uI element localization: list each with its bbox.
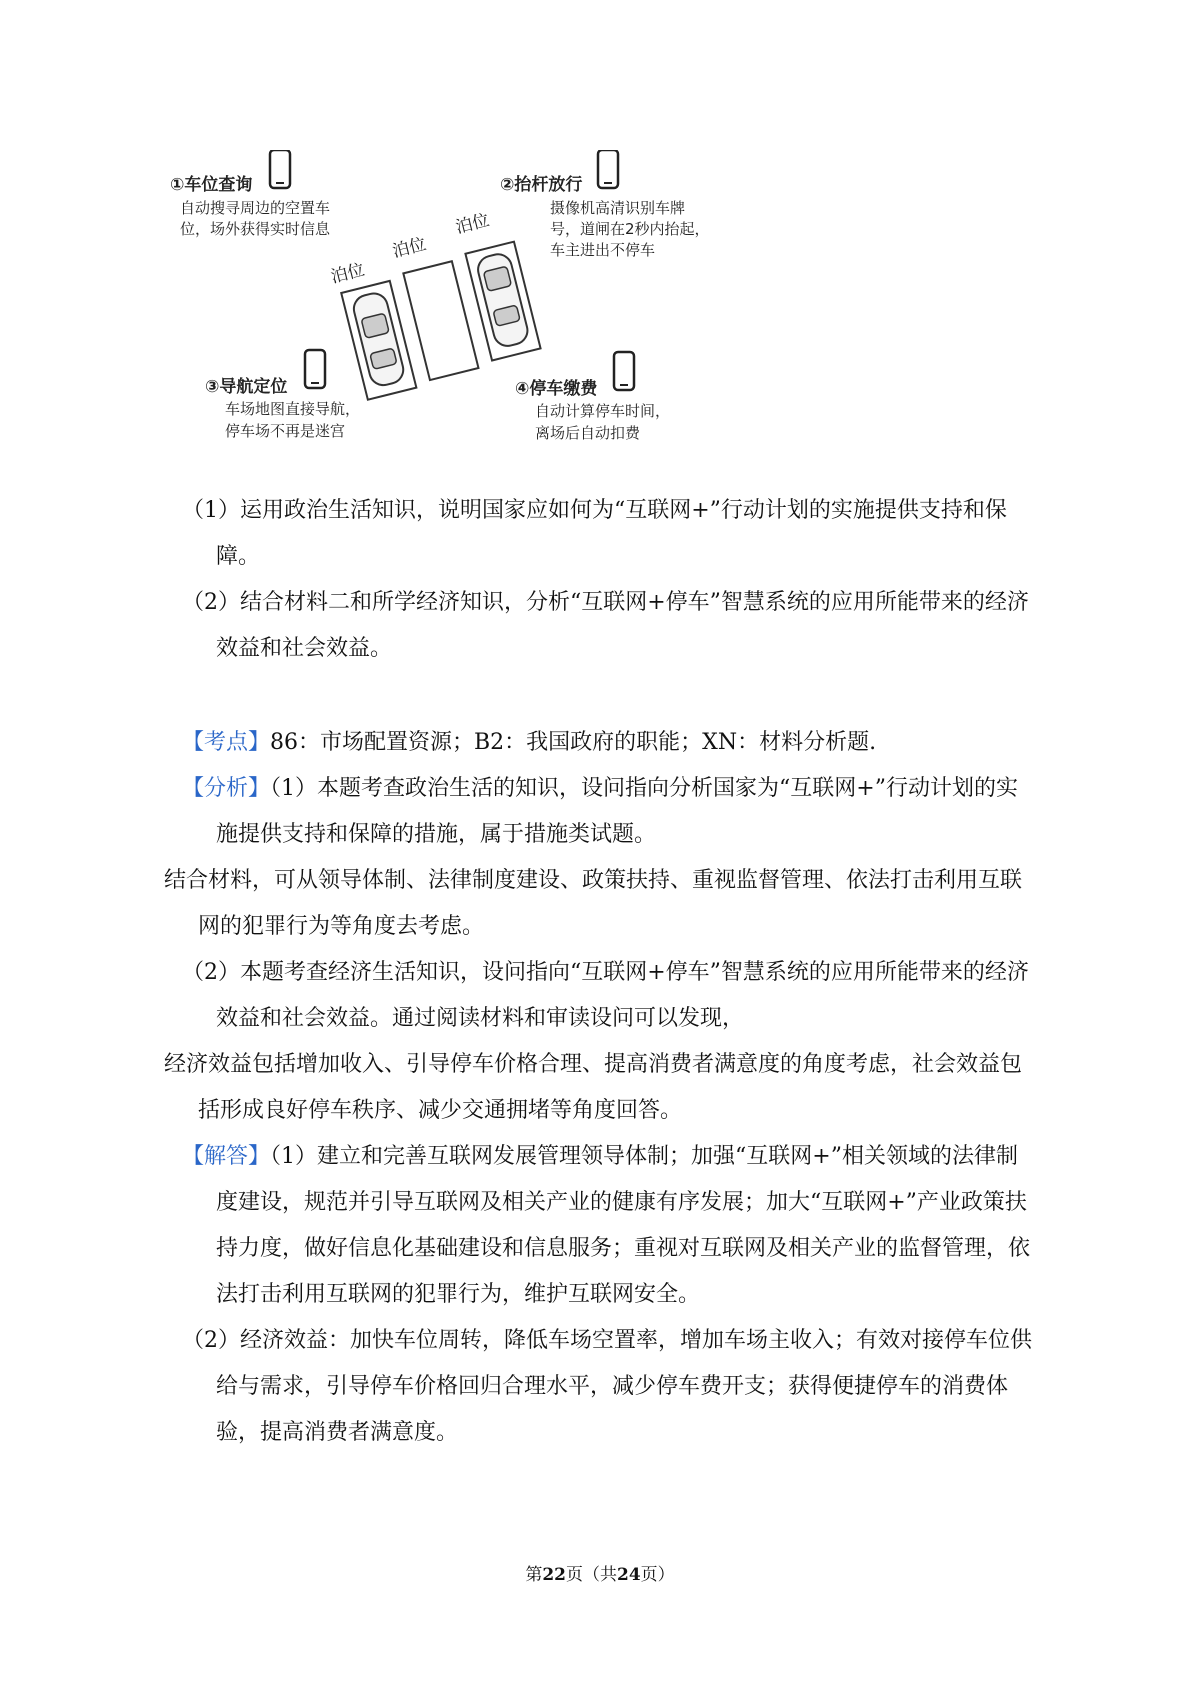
step1-line2: 位，场外获得实时信息 xyxy=(180,220,331,238)
step4-line1: 自动计算停车时间， xyxy=(535,402,671,420)
fenxi-part4: 经济效益包括增加收入、引导停车价格合理、提高消费者满意度的角度考虑，社会效益包括形成良好停车秩序、减少交通拥堵等角度回答。 xyxy=(164,1052,1023,1123)
step1-title: ①车位查询 xyxy=(170,175,253,195)
phone-icon xyxy=(598,150,618,188)
total-pages: 24 xyxy=(617,1565,641,1585)
current-page: 22 xyxy=(542,1565,566,1585)
bay-label: 泊位 xyxy=(390,234,429,262)
smart-parking-figure xyxy=(170,150,730,450)
jieda-section xyxy=(182,1134,1032,1318)
parking-bays xyxy=(325,206,543,401)
document-body xyxy=(164,488,1032,1456)
step2-title: ②抬杆放行 xyxy=(500,175,583,195)
kaodian-text: 86：市场配置资源；B2：我国政府的职能；XN：材料分析题. xyxy=(270,730,877,755)
kaodian-tag: 【考点】 xyxy=(182,730,271,755)
step4-title: ④停车缴费 xyxy=(515,379,598,399)
phone-icon xyxy=(270,150,290,188)
car-icon xyxy=(351,291,406,388)
step1-line1: 自动搜寻周边的空置车 xyxy=(180,199,331,217)
question-2: （2）结合材料二和所学经济知识，分析“互联网+停车”智慧系统的应用所能带来的经济效益和社会效益。 xyxy=(182,590,1029,661)
step2-line3: 车主进出不停车 xyxy=(550,241,656,259)
footer-middle: 页（共 xyxy=(566,1565,617,1585)
step3-title: ③导航定位 xyxy=(205,377,288,397)
fenxi-tag: 【分析】 xyxy=(182,776,271,801)
step3-line2: 停车场不再是迷宫 xyxy=(225,422,346,440)
footer-suffix: 页） xyxy=(640,1565,675,1585)
jieda-tag: 【解答】 xyxy=(182,1144,271,1169)
kaodian-section xyxy=(182,720,1032,766)
phone-icon xyxy=(614,352,634,390)
footer-prefix: 第 xyxy=(525,1565,543,1585)
step2-line2: 号，道闸在2秒内抬起， xyxy=(550,220,710,238)
fenxi-part1: （1）本题考查政治生活的知识，设问指向分析国家为“互联网+”行动计划的实施提供支持和保障的措施，属于措施类试题。 xyxy=(216,776,1018,847)
fenxi-part3: （2）本题考查经济生活知识，设问指向“互联网+停车”智慧系统的应用所能带来的经济效益和社会效益。通过阅读材料和审读设问可以发现， xyxy=(182,960,1029,1031)
step4-line2: 离场后自动扣费 xyxy=(535,424,641,442)
bay-label: 泊位 xyxy=(328,259,367,288)
step2-line1: 摄像机高清识别车牌 xyxy=(550,199,686,217)
fenxi-section xyxy=(182,766,1032,858)
fenxi-part2: 结合材料，可从领导体制、法律制度建设、政策扶持、重视监督管理、依法打击利用互联网的犯罪行为等角度去考虑。 xyxy=(164,868,1023,939)
car-icon xyxy=(475,251,530,348)
jieda-part1: （1）建立和完善互联网发展管理领导体制；加强“互联网+”相关领域的法律制度建设，规范并引导互联网及相关产业的健康有序发展；加大“互联网+”产业政策扶持力度，做好信息化基础建设和信息服务；重视对互联网及相关产业的监督管理，依法打击利用互联网的犯罪行为，维护互联网安全。 xyxy=(216,1144,1031,1307)
jieda-part2: （2）经济效益：加快车位周转，降低车场空置率，增加车场主收入；有效对接停车位供给与需求，引导停车价格回归合理水平，减少停车费开支；获得便捷停车的消费体验，提高消费者满意度。 xyxy=(182,1328,1032,1445)
spacer xyxy=(182,672,1032,720)
bay-label: 泊位 xyxy=(453,210,492,238)
step3-line1: 车场地图直接导航， xyxy=(225,400,361,418)
page-footer xyxy=(0,1560,1200,1585)
question-1: （1）运用政治生活知识，说明国家应如何为“互联网+”行动计划的实施提供支持和保障。 xyxy=(182,498,1007,569)
phone-icon xyxy=(305,350,325,388)
